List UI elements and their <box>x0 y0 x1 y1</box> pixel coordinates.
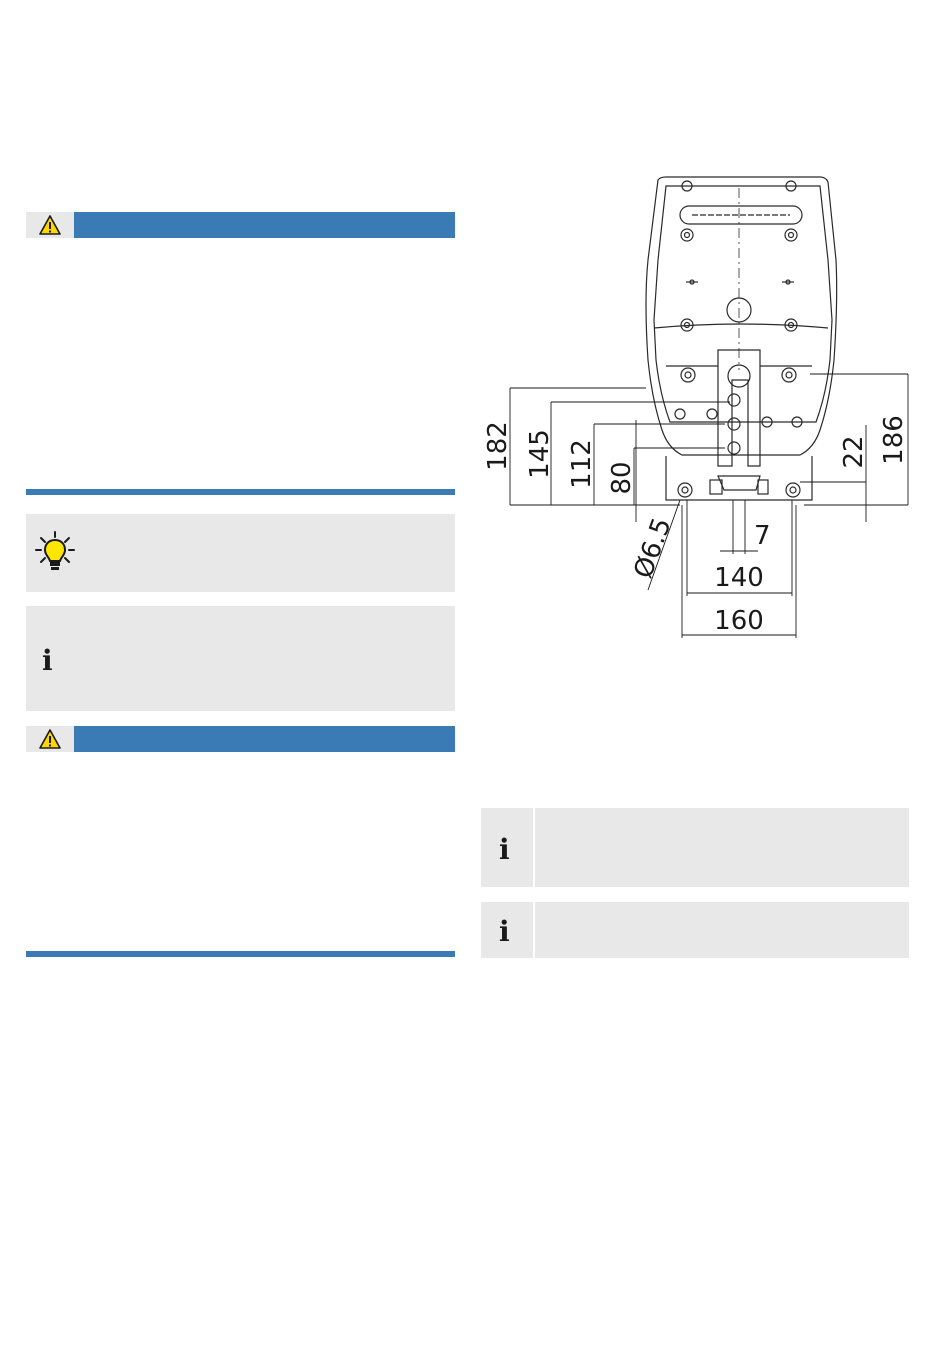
warning-header-1 <box>26 212 455 238</box>
dim-160: 160 <box>714 606 764 636</box>
info-icon: i <box>499 915 510 948</box>
dim-80: 80 <box>607 461 637 495</box>
info-box-2 <box>481 808 909 887</box>
info-box-1 <box>26 606 455 711</box>
dim-182: 182 <box>483 421 513 471</box>
dim-hole-diameter: Ø6.5 <box>628 514 678 583</box>
dim-145: 145 <box>525 429 555 479</box>
warning-end-rule-2 <box>26 951 455 957</box>
info-icon: i <box>42 644 53 677</box>
warning-triangle-icon <box>26 726 74 752</box>
warning-triangle-icon <box>26 212 74 238</box>
lightbulb-icon <box>35 531 75 573</box>
warning-icon-box-1 <box>26 212 74 238</box>
dim-186: 186 <box>879 415 909 465</box>
warning-icon-box-2 <box>26 726 74 752</box>
tip-box <box>26 514 455 592</box>
dim-7: 7 <box>754 521 771 551</box>
cable-channel <box>718 350 760 466</box>
dim-112: 112 <box>567 439 597 489</box>
warning-header-2 <box>26 726 455 752</box>
dim-22: 22 <box>839 435 869 469</box>
info-icon: i <box>499 833 510 866</box>
warning-end-rule-1 <box>26 489 455 495</box>
info-box-3 <box>481 902 909 958</box>
dim-140: 140 <box>714 563 764 593</box>
mounting-dimension-drawing <box>470 170 930 650</box>
